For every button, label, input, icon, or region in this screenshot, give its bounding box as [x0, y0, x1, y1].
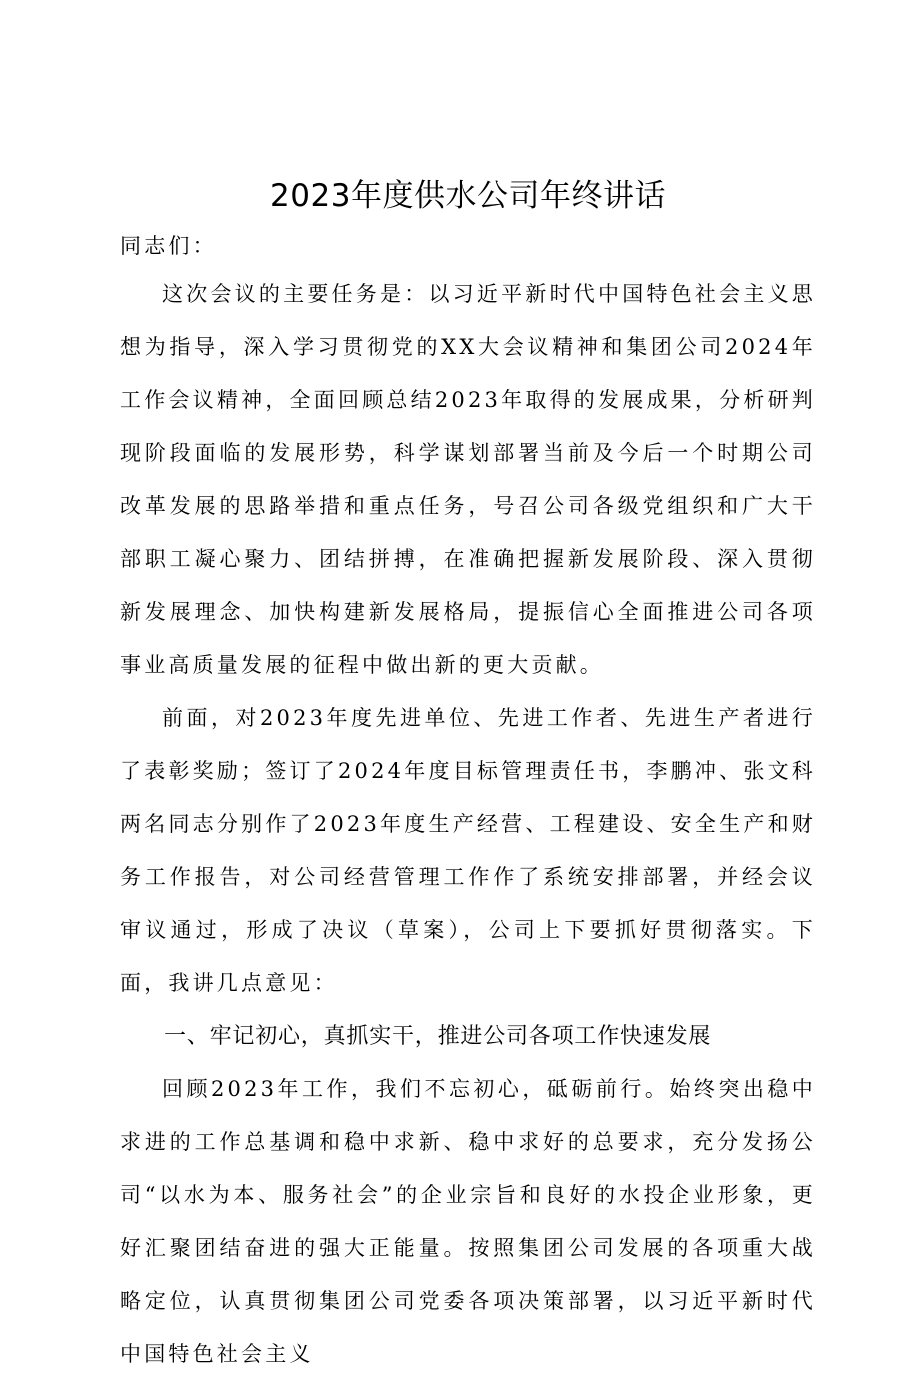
document-title: 2023年度供水公司年终讲话: [270, 178, 666, 214]
paragraph-meeting-agenda: 前面，对2023年度先进单位、先进工作者、先进生产者进行了表彰奖励；签订了2024年度目标管理责任书，李鹏冲、张文科两名同志分别作了2023年度生产经营、工程建设、安全生产和财务工作报告，对公司经营管理工作作了系统安排部署，并经会议审议通过，形成了决议（草案），公司上下要抓好贯彻落实。下面，我讲几点意见：: [120, 706, 816, 995]
document-page: [120, 170, 816, 1381]
section-heading-one: 一、牢记初心，真抓实干，推进公司各项工作快速发展: [164, 1024, 712, 1049]
paragraph-review-2023: 回顾2023年工作，我们不忘初心，砥砺前行。始终突出稳中求进的工作总基调和稳中求新、稳中求好的总要求，充分发扬公司“以水为本、服务社会”的企业宗旨和良好的水投企业形象，更好汇聚团结奋进的强大正能量。按照集团公司发展的各项重大战略定位，认真贯彻集团公司党委各项决策部署，以习近平新时代中国特色社会主义: [120, 1077, 816, 1366]
salutation: 同志们：: [120, 234, 217, 258]
paragraph-meeting-tasks: 这次会议的主要任务是：以习近平新时代中国特色社会主义思想为指导，深入学习贯彻党的XX大会议精神和集团公司2024年工作会议精神，全面回顾总结2023年取得的发展成果，分析研判现阶段面临的发展形势，科学谋划部署当前及今后一个时期公司改革发展的思路举措和重点任务，号召公司各级党组织和广大干部职工凝心聚力、团结拼搏，在准确把握新发展阶段、深入贯彻新发展理念、加快构建新发展格局，提振信心全面推进公司各项事业高质量发展的征程中做出新的更大贡献。: [120, 282, 816, 677]
